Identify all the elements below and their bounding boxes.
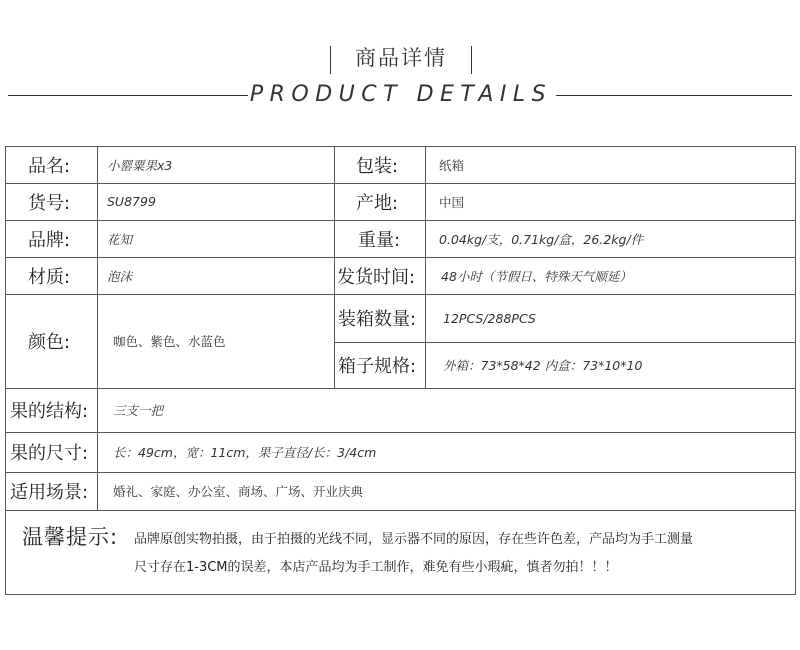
color-value: 咖色、紫色、水蓝色 [113, 334, 226, 349]
sku-label: 货号: [28, 192, 71, 214]
structure-label: 果的结构: [10, 401, 89, 422]
title-right-bar [471, 46, 472, 74]
tips-label: 温馨提示: [22, 525, 119, 549]
qty-value: 12PCS/288PCS [443, 310, 536, 326]
title-right-rule [556, 95, 792, 96]
scene-value: 婚礼、家庭、办公室、商场、广场、开业庆典 [113, 484, 364, 499]
name-label: 品名: [28, 155, 71, 177]
tips-line-1: 品牌原创实物拍摄，由于拍摄的光线不同，显示器不同的原因，存在些许色差，产品均为手工测量 [134, 532, 694, 547]
color-label: 颜色: [28, 332, 71, 353]
brand-value: 花知 [107, 231, 133, 247]
weight-label: 重量: [358, 229, 401, 251]
name-value: 小罂粟果x3 [107, 157, 173, 173]
pack-value: 纸箱 [439, 157, 465, 173]
table-border-right [795, 146, 796, 594]
brand-label: 品牌: [28, 229, 71, 251]
origin-label: 产地: [356, 192, 399, 214]
title-left-rule [8, 95, 248, 96]
size-label: 果的尺寸: [10, 443, 89, 464]
scene-label: 适用场景: [10, 482, 89, 503]
tips-line-2: 尺寸存在1-3CM的误差，本店产品均为手工制作，难免有些小瑕疵，慎者勿拍！！！ [134, 560, 618, 575]
page-title: 商品详情 [355, 46, 447, 70]
table-border-bottom [5, 594, 796, 595]
origin-value: 中国 [439, 194, 465, 210]
table-col-rule [334, 146, 335, 388]
box-label: 箱子规格: [338, 356, 417, 377]
pack-label: 包装: [356, 155, 399, 177]
page-subtitle: PRODUCT DETAILS [249, 82, 553, 107]
ship-value: 48小时（节假日、特殊天气顺延） [441, 268, 632, 284]
table-border-left [5, 146, 6, 594]
table-col-rule [425, 146, 426, 388]
size-value: 长：49cm，宽：11cm，果子直径/长：3/4cm [113, 445, 377, 460]
table-col-rule [97, 146, 98, 510]
material-value: 泡沫 [107, 268, 133, 284]
structure-value: 三支一把 [113, 403, 164, 418]
ship-label: 发货时间: [337, 266, 416, 288]
box-value: 外箱：73*58*42 内盒：73*10*10 [443, 358, 643, 373]
material-label: 材质: [28, 266, 71, 288]
weight-value: 0.04kg/支，0.71kg/盒，26.2kg/件 [439, 231, 644, 247]
qty-label: 装箱数量: [338, 309, 417, 330]
sku-value: SU8799 [107, 194, 156, 209]
table-rule [5, 510, 796, 511]
